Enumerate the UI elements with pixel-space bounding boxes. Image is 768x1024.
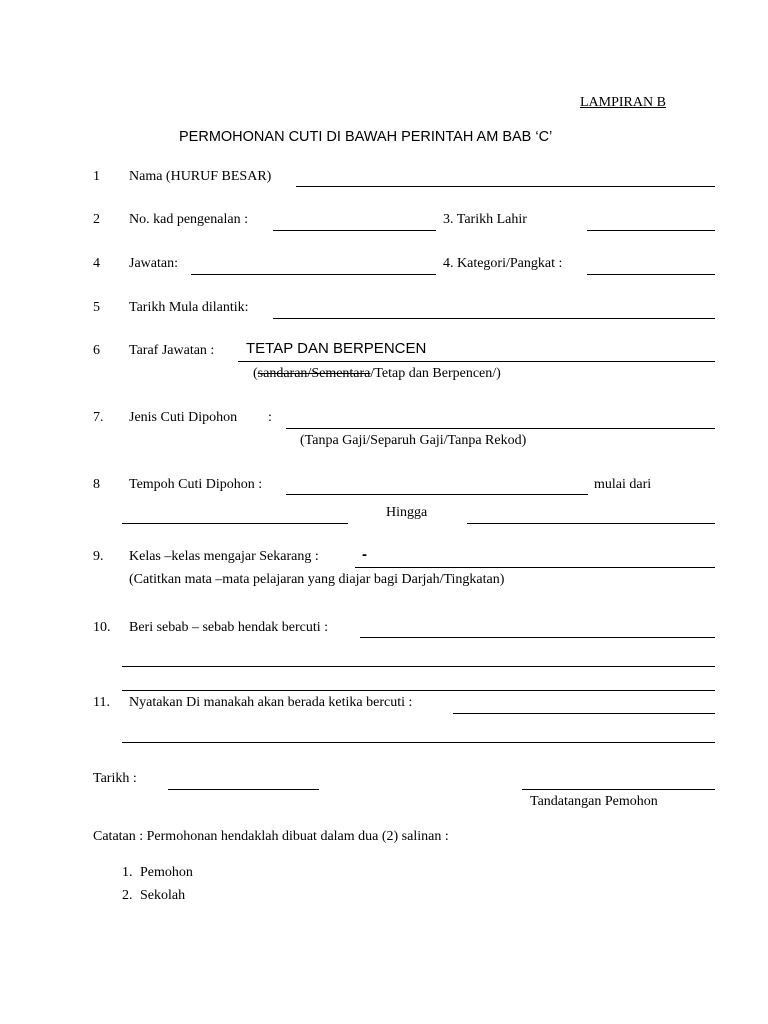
item-number: 8 — [93, 477, 100, 492]
ic-number-field-line[interactable] — [273, 230, 436, 231]
date-field-line[interactable] — [168, 789, 319, 790]
item-number: 9. — [93, 549, 104, 564]
leave-location-field-line-2[interactable] — [122, 742, 715, 743]
item-number: 5 — [93, 300, 100, 315]
leave-location-field-line[interactable] — [453, 713, 715, 714]
date-label: Tarikh : — [93, 771, 137, 786]
category-label: 4. Kategori/Pangkat : — [443, 256, 563, 271]
leave-type-options: (Tanpa Gaji/Separuh Gaji/Tanpa Rekod) — [300, 433, 527, 448]
name-field-line[interactable] — [296, 186, 715, 187]
classes-label: Kelas –kelas mengajar Sekarang : — [129, 549, 319, 564]
category-field-line[interactable] — [587, 274, 715, 275]
classes-value[interactable]: - — [362, 546, 367, 563]
classes-field-line — [355, 567, 715, 568]
footnote: Catatan : Permohonan hendaklah dibuat dalam dua (2) salinan : — [93, 829, 449, 844]
leave-reason-field-line-3[interactable] — [122, 690, 715, 691]
start-from-label: mulai dari — [594, 477, 652, 492]
start-date-field-line[interactable] — [122, 523, 348, 524]
birth-date-label: 3. Tarikh Lahir — [443, 212, 527, 227]
item-number: 10. — [93, 620, 111, 635]
item-number: 11. — [93, 695, 110, 710]
leave-reason-field-line[interactable] — [360, 637, 715, 638]
classes-note: (Catitkan mata –mata pelajaran yang diajar bagi Darjah/Tingkatan) — [129, 572, 505, 587]
signature-line[interactable] — [522, 789, 715, 790]
item-number: 1 — [93, 169, 100, 184]
leave-period-label: Tempoh Cuti Dipohon : — [129, 477, 263, 492]
position-status-value[interactable]: TETAP DAN BERPENCEN — [246, 340, 427, 357]
appointment-date-field-line[interactable] — [273, 318, 715, 319]
leave-period-field-line[interactable] — [286, 494, 588, 495]
position-status-field-line — [238, 361, 715, 362]
birth-date-field-line[interactable] — [587, 230, 715, 231]
item-number: 4 — [93, 256, 100, 271]
until-label: Hingga — [386, 505, 428, 520]
copy-item-applicant: Pemohon — [140, 865, 193, 880]
leave-type-colon: : — [268, 410, 272, 425]
appointment-date-label: Tarikh Mula dilantik: — [129, 300, 249, 315]
position-field-line[interactable] — [191, 274, 436, 275]
appendix-label: LAMPIRAN B — [580, 95, 666, 110]
position-status-label: Taraf Jawatan : — [129, 343, 215, 358]
form-title: PERMOHONAN CUTI DI BAWAH PERINTAH AM BAB ‘C’ — [179, 129, 553, 145]
copy-number: 1. — [122, 865, 133, 880]
item-number: 2 — [93, 212, 100, 227]
leave-reason-field-line-2[interactable] — [122, 666, 715, 667]
leave-type-field-line[interactable] — [286, 428, 715, 429]
ic-number-label: No. kad pengenalan : — [129, 212, 248, 227]
leave-reason-label: Beri sebab – sebab hendak bercuti : — [129, 620, 329, 635]
end-date-field-line[interactable] — [467, 523, 715, 524]
signature-label: Tandatangan Pemohon — [530, 794, 658, 809]
item-number: 7. — [93, 410, 104, 425]
copy-item-school: Sekolah — [140, 888, 186, 903]
item-number: 6 — [93, 343, 100, 358]
leave-location-label: Nyatakan Di manakah akan berada ketika bercuti : — [129, 695, 413, 710]
position-status-options: (sandaran/Sementara/Tetap dan Berpencen/) — [253, 366, 501, 381]
position-label: Jawatan: — [129, 256, 178, 271]
leave-type-label: Jenis Cuti Dipohon — [129, 410, 238, 425]
name-label: Nama (HURUF BESAR) — [129, 169, 272, 184]
copy-number: 2. — [122, 888, 133, 903]
